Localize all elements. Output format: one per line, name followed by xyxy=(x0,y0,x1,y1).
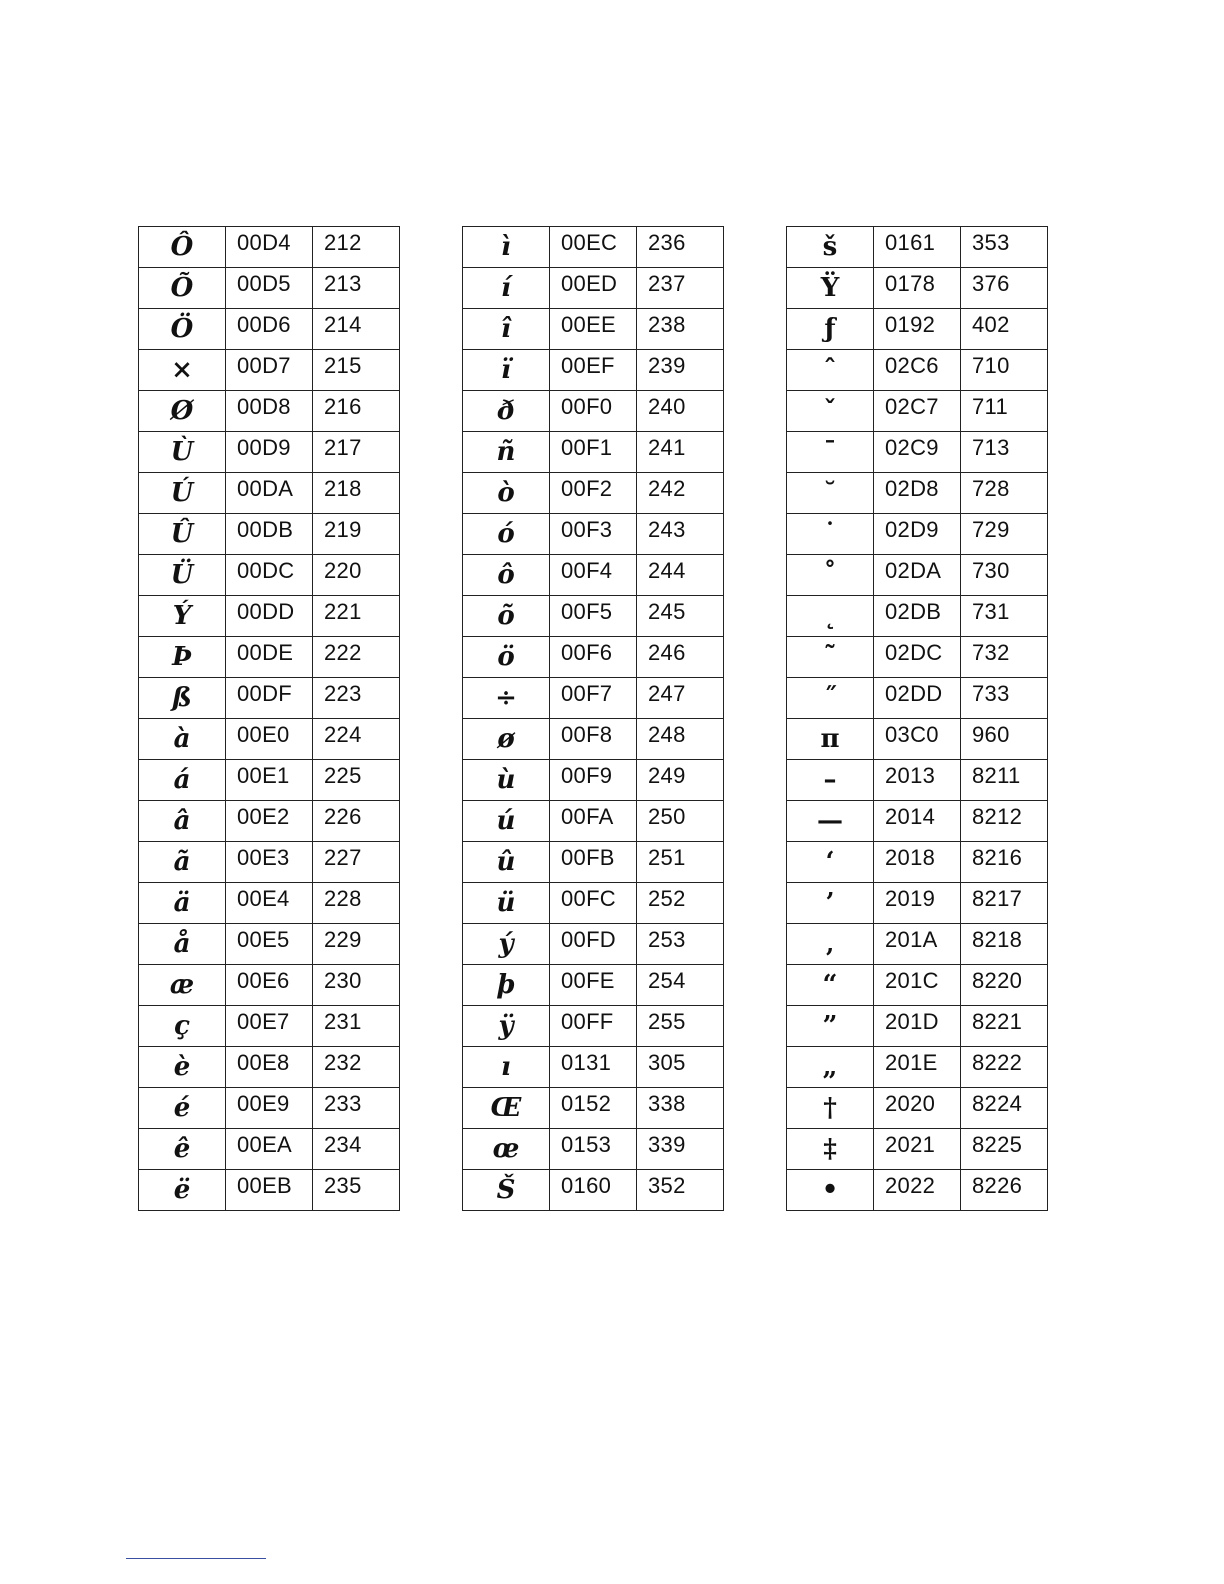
decimal-code-cell: 250 xyxy=(637,801,724,842)
hex-code-cell: 00ED xyxy=(550,268,637,309)
glyph-cell: ’ xyxy=(787,883,874,924)
decimal-code-cell: 232 xyxy=(313,1047,400,1088)
glyph-cell: ú xyxy=(463,801,550,842)
glyph-cell: ˉ xyxy=(787,432,874,473)
decimal-code-cell: 243 xyxy=(637,514,724,555)
glyph-cell: Þ xyxy=(139,637,226,678)
hex-code-cell: 00DE xyxy=(226,637,313,678)
table-row xyxy=(139,678,400,719)
glyph-table-1 xyxy=(138,226,400,1211)
decimal-code-cell: 237 xyxy=(637,268,724,309)
hex-code-cell: 0160 xyxy=(550,1170,637,1211)
decimal-code-cell: 731 xyxy=(961,596,1048,637)
table-row xyxy=(139,309,400,350)
decimal-code-cell: 226 xyxy=(313,801,400,842)
hex-code-cell: 0178 xyxy=(874,268,961,309)
hex-code-cell: 00DF xyxy=(226,678,313,719)
hex-code-cell: 02DC xyxy=(874,637,961,678)
glyph-cell: ˙ xyxy=(787,514,874,555)
glyph-cell: Ö xyxy=(139,309,226,350)
decimal-code-cell: 235 xyxy=(313,1170,400,1211)
decimal-code-cell: 234 xyxy=(313,1129,400,1170)
hex-code-cell: 00E8 xyxy=(226,1047,313,1088)
glyph-cell: â xyxy=(139,801,226,842)
hex-code-cell: 00F4 xyxy=(550,555,637,596)
table-row xyxy=(463,432,724,473)
glyph-cell: ÿ xyxy=(463,1006,550,1047)
glyph-cell: å xyxy=(139,924,226,965)
glyph-cell: „ xyxy=(787,1047,874,1088)
glyph-cell: ë xyxy=(139,1170,226,1211)
hex-code-cell: 00DD xyxy=(226,596,313,637)
hex-code-cell: 00F6 xyxy=(550,637,637,678)
hex-code-cell: 00DB xyxy=(226,514,313,555)
table-row xyxy=(463,1047,724,1088)
hex-code-cell: 03C0 xyxy=(874,719,961,760)
decimal-code-cell: 230 xyxy=(313,965,400,1006)
table-row xyxy=(787,842,1048,883)
decimal-code-cell: 251 xyxy=(637,842,724,883)
glyph-cell: à xyxy=(139,719,226,760)
hex-code-cell: 00F9 xyxy=(550,760,637,801)
table-row xyxy=(787,801,1048,842)
glyph-cell: ı xyxy=(463,1047,550,1088)
decimal-code-cell: 212 xyxy=(313,227,400,268)
decimal-code-cell: 732 xyxy=(961,637,1048,678)
decimal-code-cell: 352 xyxy=(637,1170,724,1211)
table-row xyxy=(139,1088,400,1129)
glyph-cell: ˝ xyxy=(787,678,874,719)
table-row xyxy=(139,514,400,555)
glyph-cell: Õ xyxy=(139,268,226,309)
table-row xyxy=(139,1170,400,1211)
hex-code-cell: 00F7 xyxy=(550,678,637,719)
table-row xyxy=(787,1088,1048,1129)
decimal-code-cell: 231 xyxy=(313,1006,400,1047)
table-row xyxy=(463,514,724,555)
hex-code-cell: 00DC xyxy=(226,555,313,596)
glyph-cell: Š xyxy=(463,1170,550,1211)
decimal-code-cell: 711 xyxy=(961,391,1048,432)
footnote-separator xyxy=(126,1558,266,1559)
decimal-code-cell: 218 xyxy=(313,473,400,514)
decimal-code-cell: 8216 xyxy=(961,842,1048,883)
hex-code-cell: 00E0 xyxy=(226,719,313,760)
hex-code-cell: 02DA xyxy=(874,555,961,596)
table-row xyxy=(463,350,724,391)
decimal-code-cell: 8218 xyxy=(961,924,1048,965)
table-row xyxy=(463,555,724,596)
decimal-code-cell: 339 xyxy=(637,1129,724,1170)
hex-code-cell: 00EC xyxy=(550,227,637,268)
decimal-code-cell: 240 xyxy=(637,391,724,432)
glyph-cell: ê xyxy=(139,1129,226,1170)
decimal-code-cell: 219 xyxy=(313,514,400,555)
decimal-code-cell: 236 xyxy=(637,227,724,268)
glyph-cell: é xyxy=(139,1088,226,1129)
decimal-code-cell: 376 xyxy=(961,268,1048,309)
glyph-cell: Ú xyxy=(139,473,226,514)
hex-code-cell: 02D8 xyxy=(874,473,961,514)
glyph-cell: ñ xyxy=(463,432,550,473)
decimal-code-cell: 8220 xyxy=(961,965,1048,1006)
glyph-cell: š xyxy=(787,227,874,268)
glyph-cell: ˜ xyxy=(787,637,874,678)
decimal-code-cell: 8217 xyxy=(961,883,1048,924)
table-row xyxy=(463,678,724,719)
hex-code-cell: 0153 xyxy=(550,1129,637,1170)
decimal-code-cell: 710 xyxy=(961,350,1048,391)
table-row xyxy=(139,555,400,596)
decimal-code-cell: 229 xyxy=(313,924,400,965)
hex-code-cell: 02DD xyxy=(874,678,961,719)
glyph-cell: ‡ xyxy=(787,1129,874,1170)
table-row xyxy=(787,1047,1048,1088)
hex-code-cell: 00D7 xyxy=(226,350,313,391)
hex-code-cell: 02DB xyxy=(874,596,961,637)
decimal-code-cell: 254 xyxy=(637,965,724,1006)
hex-code-cell: 00F5 xyxy=(550,596,637,637)
table-row xyxy=(787,350,1048,391)
hex-code-cell: 00F1 xyxy=(550,432,637,473)
hex-code-cell: 0152 xyxy=(550,1088,637,1129)
hex-code-cell: 00E6 xyxy=(226,965,313,1006)
glyph-table-2 xyxy=(462,226,724,1211)
table-row xyxy=(787,309,1048,350)
decimal-code-cell: 233 xyxy=(313,1088,400,1129)
decimal-code-cell: 353 xyxy=(961,227,1048,268)
glyph-cell: “ xyxy=(787,965,874,1006)
glyph-table-body xyxy=(463,227,724,1211)
glyph-cell: † xyxy=(787,1088,874,1129)
hex-code-cell: 201D xyxy=(874,1006,961,1047)
decimal-code-cell: 241 xyxy=(637,432,724,473)
hex-code-cell: 00D6 xyxy=(226,309,313,350)
table-row xyxy=(139,883,400,924)
glyph-cell: ò xyxy=(463,473,550,514)
hex-code-cell: 2021 xyxy=(874,1129,961,1170)
table-row xyxy=(463,1006,724,1047)
decimal-code-cell: 221 xyxy=(313,596,400,637)
decimal-code-cell: 960 xyxy=(961,719,1048,760)
glyph-cell: ï xyxy=(463,350,550,391)
glyph-cell: ì xyxy=(463,227,550,268)
hex-code-cell: 00D8 xyxy=(226,391,313,432)
decimal-code-cell: 227 xyxy=(313,842,400,883)
decimal-code-cell: 253 xyxy=(637,924,724,965)
table-row xyxy=(139,965,400,1006)
glyph-cell: π xyxy=(787,719,874,760)
glyph-cell: ð xyxy=(463,391,550,432)
hex-code-cell: 00FF xyxy=(550,1006,637,1047)
hex-code-cell: 02C7 xyxy=(874,391,961,432)
glyph-cell: ø xyxy=(463,719,550,760)
decimal-code-cell: 216 xyxy=(313,391,400,432)
hex-code-cell: 00EE xyxy=(550,309,637,350)
hex-code-cell: 00D5 xyxy=(226,268,313,309)
decimal-code-cell: 733 xyxy=(961,678,1048,719)
hex-code-cell: 201A xyxy=(874,924,961,965)
glyph-cell: ä xyxy=(139,883,226,924)
hex-code-cell: 00E7 xyxy=(226,1006,313,1047)
glyph-cell: Û xyxy=(139,514,226,555)
glyph-cell: ˘ xyxy=(787,473,874,514)
glyph-cell: þ xyxy=(463,965,550,1006)
table-row xyxy=(463,924,724,965)
table-row xyxy=(787,268,1048,309)
glyph-table-body xyxy=(787,227,1048,1211)
table-row xyxy=(463,1129,724,1170)
table-row xyxy=(463,1170,724,1211)
decimal-code-cell: 8225 xyxy=(961,1129,1048,1170)
table-row xyxy=(787,1170,1048,1211)
table-row xyxy=(139,842,400,883)
glyph-cell: õ xyxy=(463,596,550,637)
decimal-code-cell: 223 xyxy=(313,678,400,719)
decimal-code-cell: 242 xyxy=(637,473,724,514)
glyph-cell: ã xyxy=(139,842,226,883)
decimal-code-cell: 8221 xyxy=(961,1006,1048,1047)
table-row xyxy=(787,883,1048,924)
glyph-cell: ó xyxy=(463,514,550,555)
decimal-code-cell: 8224 xyxy=(961,1088,1048,1129)
glyph-cell: ô xyxy=(463,555,550,596)
decimal-code-cell: 249 xyxy=(637,760,724,801)
glyph-cell: • xyxy=(787,1170,874,1211)
hex-code-cell: 02D9 xyxy=(874,514,961,555)
decimal-code-cell: 222 xyxy=(313,637,400,678)
decimal-code-cell: 217 xyxy=(313,432,400,473)
glyph-cell: ˚ xyxy=(787,555,874,596)
table-row xyxy=(463,596,724,637)
hex-code-cell: 00FE xyxy=(550,965,637,1006)
table-row xyxy=(463,391,724,432)
table-row xyxy=(463,637,724,678)
glyph-cell: œ xyxy=(463,1129,550,1170)
decimal-code-cell: 338 xyxy=(637,1088,724,1129)
hex-code-cell: 201E xyxy=(874,1047,961,1088)
glyph-cell: ß xyxy=(139,678,226,719)
glyph-cell: ƒ xyxy=(787,309,874,350)
glyph-cell: — xyxy=(787,801,874,842)
glyph-cell: ù xyxy=(463,760,550,801)
glyph-cell: Ù xyxy=(139,432,226,473)
decimal-code-cell: 214 xyxy=(313,309,400,350)
table-row xyxy=(787,965,1048,1006)
decimal-code-cell: 224 xyxy=(313,719,400,760)
decimal-code-cell: 730 xyxy=(961,555,1048,596)
table-row xyxy=(463,965,724,1006)
hex-code-cell: 00F8 xyxy=(550,719,637,760)
decimal-code-cell: 247 xyxy=(637,678,724,719)
glyph-table-3 xyxy=(786,226,1048,1211)
decimal-code-cell: 8226 xyxy=(961,1170,1048,1211)
hex-code-cell: 02C9 xyxy=(874,432,961,473)
table-row xyxy=(139,227,400,268)
table-row xyxy=(787,514,1048,555)
hex-code-cell: 00EF xyxy=(550,350,637,391)
hex-code-cell: 2019 xyxy=(874,883,961,924)
decimal-code-cell: 305 xyxy=(637,1047,724,1088)
hex-code-cell: 2022 xyxy=(874,1170,961,1211)
table-row xyxy=(787,924,1048,965)
glyph-cell: ü xyxy=(463,883,550,924)
hex-code-cell: 00E5 xyxy=(226,924,313,965)
glyph-cell: Ÿ xyxy=(787,268,874,309)
table-row xyxy=(463,801,724,842)
table-row xyxy=(787,432,1048,473)
table-row xyxy=(463,842,724,883)
glyph-cell: ˛ xyxy=(787,596,874,637)
glyph-cell: ç xyxy=(139,1006,226,1047)
hex-code-cell: 00E1 xyxy=(226,760,313,801)
decimal-code-cell: 713 xyxy=(961,432,1048,473)
hex-code-cell: 00DA xyxy=(226,473,313,514)
table-row xyxy=(139,719,400,760)
hex-code-cell: 00F2 xyxy=(550,473,637,514)
glyph-cell: Ý xyxy=(139,596,226,637)
table-row xyxy=(787,760,1048,801)
decimal-code-cell: 238 xyxy=(637,309,724,350)
glyph-cell: á xyxy=(139,760,226,801)
hex-code-cell: 2020 xyxy=(874,1088,961,1129)
table-row xyxy=(787,637,1048,678)
hex-code-cell: 00E2 xyxy=(226,801,313,842)
hex-code-cell: 00E4 xyxy=(226,883,313,924)
decimal-code-cell: 248 xyxy=(637,719,724,760)
table-row xyxy=(139,637,400,678)
table-row xyxy=(139,596,400,637)
glyph-cell: ö xyxy=(463,637,550,678)
decimal-code-cell: 255 xyxy=(637,1006,724,1047)
table-row xyxy=(463,268,724,309)
decimal-code-cell: 228 xyxy=(313,883,400,924)
decimal-code-cell: 245 xyxy=(637,596,724,637)
hex-code-cell: 0131 xyxy=(550,1047,637,1088)
table-row xyxy=(787,473,1048,514)
decimal-code-cell: 402 xyxy=(961,309,1048,350)
glyph-cell: ˇ xyxy=(787,391,874,432)
table-row xyxy=(463,473,724,514)
table-row xyxy=(787,1129,1048,1170)
hex-code-cell: 00E3 xyxy=(226,842,313,883)
decimal-code-cell: 239 xyxy=(637,350,724,391)
decimal-code-cell: 252 xyxy=(637,883,724,924)
hex-code-cell: 00F3 xyxy=(550,514,637,555)
glyph-cell: × xyxy=(139,350,226,391)
decimal-code-cell: 728 xyxy=(961,473,1048,514)
decimal-code-cell: 220 xyxy=(313,555,400,596)
glyph-cell: Ø xyxy=(139,391,226,432)
table-row xyxy=(463,227,724,268)
table-row xyxy=(463,309,724,350)
table-row xyxy=(787,678,1048,719)
glyph-cell: ˆ xyxy=(787,350,874,391)
hex-code-cell: 201C xyxy=(874,965,961,1006)
glyph-cell: Ü xyxy=(139,555,226,596)
hex-code-cell: 00FA xyxy=(550,801,637,842)
hex-code-cell: 00EA xyxy=(226,1129,313,1170)
hex-code-cell: 00EB xyxy=(226,1170,313,1211)
glyph-cell: è xyxy=(139,1047,226,1088)
glyph-cell: – xyxy=(787,760,874,801)
table-row xyxy=(139,268,400,309)
decimal-code-cell: 215 xyxy=(313,350,400,391)
table-row xyxy=(139,432,400,473)
glyph-cell: ÷ xyxy=(463,678,550,719)
hex-code-cell: 02C6 xyxy=(874,350,961,391)
hex-code-cell: 00D4 xyxy=(226,227,313,268)
glyph-cell: î xyxy=(463,309,550,350)
glyph-cell: æ xyxy=(139,965,226,1006)
hex-code-cell: 00FD xyxy=(550,924,637,965)
table-row xyxy=(139,350,400,391)
hex-code-cell: 00D9 xyxy=(226,432,313,473)
glyph-cell: Ô xyxy=(139,227,226,268)
table-row xyxy=(787,719,1048,760)
hex-code-cell: 00FC xyxy=(550,883,637,924)
table-row xyxy=(787,227,1048,268)
table-row xyxy=(463,760,724,801)
table-row xyxy=(787,596,1048,637)
hex-code-cell: 0161 xyxy=(874,227,961,268)
glyph-cell: Œ xyxy=(463,1088,550,1129)
glyph-table-body xyxy=(139,227,400,1211)
glyph-cell: û xyxy=(463,842,550,883)
decimal-code-cell: 729 xyxy=(961,514,1048,555)
table-row xyxy=(139,1047,400,1088)
hex-code-cell: 00FB xyxy=(550,842,637,883)
table-row xyxy=(787,391,1048,432)
table-row xyxy=(139,924,400,965)
hex-code-cell: 2014 xyxy=(874,801,961,842)
table-row xyxy=(787,555,1048,596)
table-row xyxy=(139,760,400,801)
glyph-cell: ‘ xyxy=(787,842,874,883)
table-row xyxy=(139,473,400,514)
hex-code-cell: 2018 xyxy=(874,842,961,883)
table-row xyxy=(139,1006,400,1047)
table-row xyxy=(463,1088,724,1129)
glyph-cell: í xyxy=(463,268,550,309)
decimal-code-cell: 8222 xyxy=(961,1047,1048,1088)
decimal-code-cell: 246 xyxy=(637,637,724,678)
hex-code-cell: 2013 xyxy=(874,760,961,801)
hex-code-cell: 0192 xyxy=(874,309,961,350)
decimal-code-cell: 213 xyxy=(313,268,400,309)
glyph-cell: ” xyxy=(787,1006,874,1047)
decimal-code-cell: 225 xyxy=(313,760,400,801)
table-row xyxy=(139,1129,400,1170)
glyph-cell: ý xyxy=(463,924,550,965)
table-row xyxy=(463,883,724,924)
glyph-cell: ‚ xyxy=(787,924,874,965)
decimal-code-cell: 244 xyxy=(637,555,724,596)
table-row xyxy=(463,719,724,760)
hex-code-cell: 00E9 xyxy=(226,1088,313,1129)
decimal-code-cell: 8211 xyxy=(961,760,1048,801)
decimal-code-cell: 8212 xyxy=(961,801,1048,842)
table-row xyxy=(787,1006,1048,1047)
table-row xyxy=(139,391,400,432)
hex-code-cell: 00F0 xyxy=(550,391,637,432)
table-row xyxy=(139,801,400,842)
